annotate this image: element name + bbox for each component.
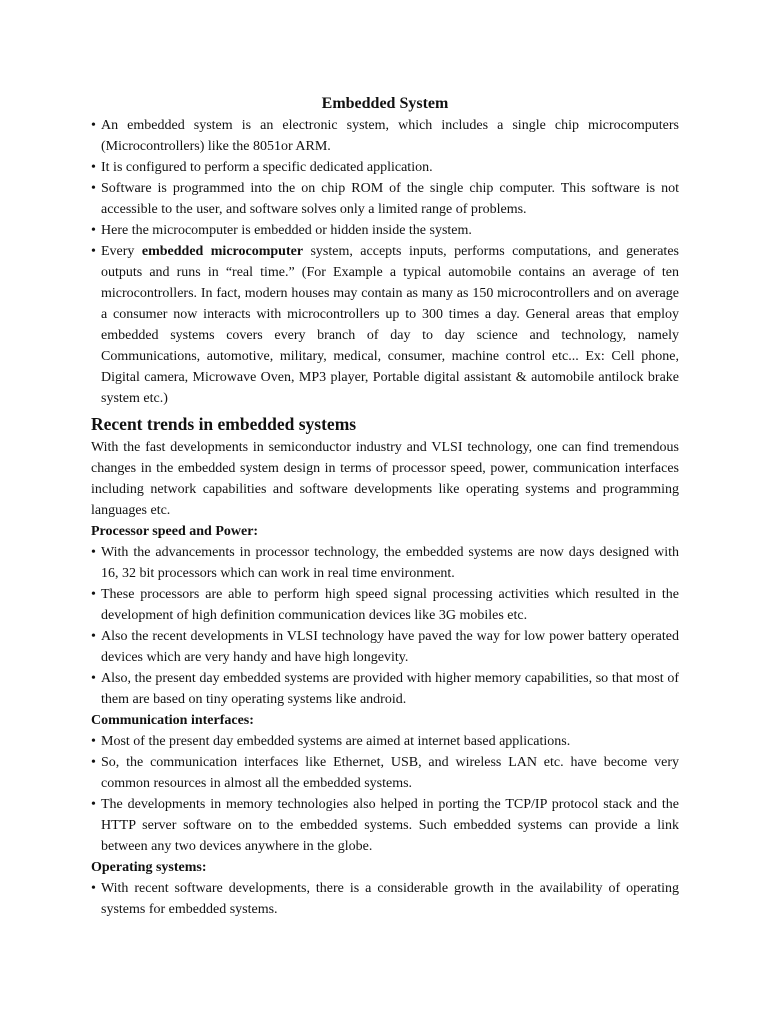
document-page [91, 93, 679, 920]
bullet-item: • Also the recent developments in VLSI technology have paved the way for low power battery operated devices which are very handy and have high longevity. [91, 626, 679, 668]
document-title: Embedded System [321, 95, 449, 112]
bullet-item: • With recent software developments, there is a considerable growth in the availability of operating systems for embedded systems. [91, 878, 679, 920]
bold-term: embedded microcomputer [141, 244, 304, 259]
subheading-processor-speed: Processor speed and Power: [91, 524, 259, 539]
bullet-item: • Also, the present day embedded systems are provided with higher memory capabilities, so that most of them are based on tiny operating systems like android. [91, 668, 679, 710]
intro-bullet-list [91, 115, 679, 409]
bullet-item: • Most of the present day embedded systems are aimed at internet based applications. [91, 731, 679, 752]
bullet-item: • An embedded system is an electronic system, which includes a single chip microcomputers (Microcontrollers) like the 8051or ARM. [91, 115, 679, 157]
operating-bullet-list [91, 878, 679, 920]
bullet-item: • With the advancements in processor technology, the embedded systems are now days designed with 16, 32 bit processors which can work in real time environment. [91, 542, 679, 584]
bullet-item: • Software is programmed into the on chip ROM of the single chip computer. This software is not accessible to the user, and software solves only a limited range of problems. [91, 178, 679, 220]
bullet-body-text: system, accepts inputs, performs computations, and generates outputs and runs in “real time.” (For Example a typical automobile contains an average of ten microcontrollers. In fact, modern houses may contain as many as 150 microcontrollers and on average a consumer now interacts with microcontrollers up to 300 times a day. General areas that employ embedded systems covers every branch of day to day science and technology, namely Communications, automotive, military, medical, consumer, machine control etc... Ex: Cell phone, Digital camera, Microwave Oven, MP3 player, Portable digital assistant & automobile antilock brake system etc.) [101, 244, 679, 406]
bullet-item: • The developments in memory technologies also helped in porting the TCP/IP protocol stack and the HTTP server software on to the embedded systems. Such embedded systems can provide a link between any two devices anywhere in the globe. [91, 794, 679, 857]
recent-trends-paragraph: With the fast developments in semiconductor industry and VLSI technology, one can find tremendous changes in the embedded system design in terms of processor speed, power, communication interfaces including network capabilities and software developments like operating systems and programming languages etc. [91, 440, 679, 518]
bullet-prefix-text: Every [101, 244, 142, 259]
bullet-item: • It is configured to perform a specific dedicated application. [91, 157, 679, 178]
subheading-communication-interfaces: Communication interfaces: [91, 713, 254, 728]
section-heading-recent-trends: Recent trends in embedded systems [91, 414, 357, 434]
processor-bullet-list [91, 542, 679, 710]
communication-bullet-list [91, 731, 679, 857]
bullet-item: • So, the communication interfaces like Ethernet, USB, and wireless LAN etc. have become very common resources in almost all the embedded systems. [91, 752, 679, 794]
bullet-item: • Here the microcomputer is embedded or hidden inside the system. [91, 220, 679, 241]
bullet-item: • These processors are able to perform high speed signal processing activities which resulted in the development of high definition communication devices like 3G mobiles etc. [91, 584, 679, 626]
subheading-operating-systems: Operating systems: [91, 860, 207, 875]
bullet-item-embedded-microcomputer [91, 241, 679, 409]
